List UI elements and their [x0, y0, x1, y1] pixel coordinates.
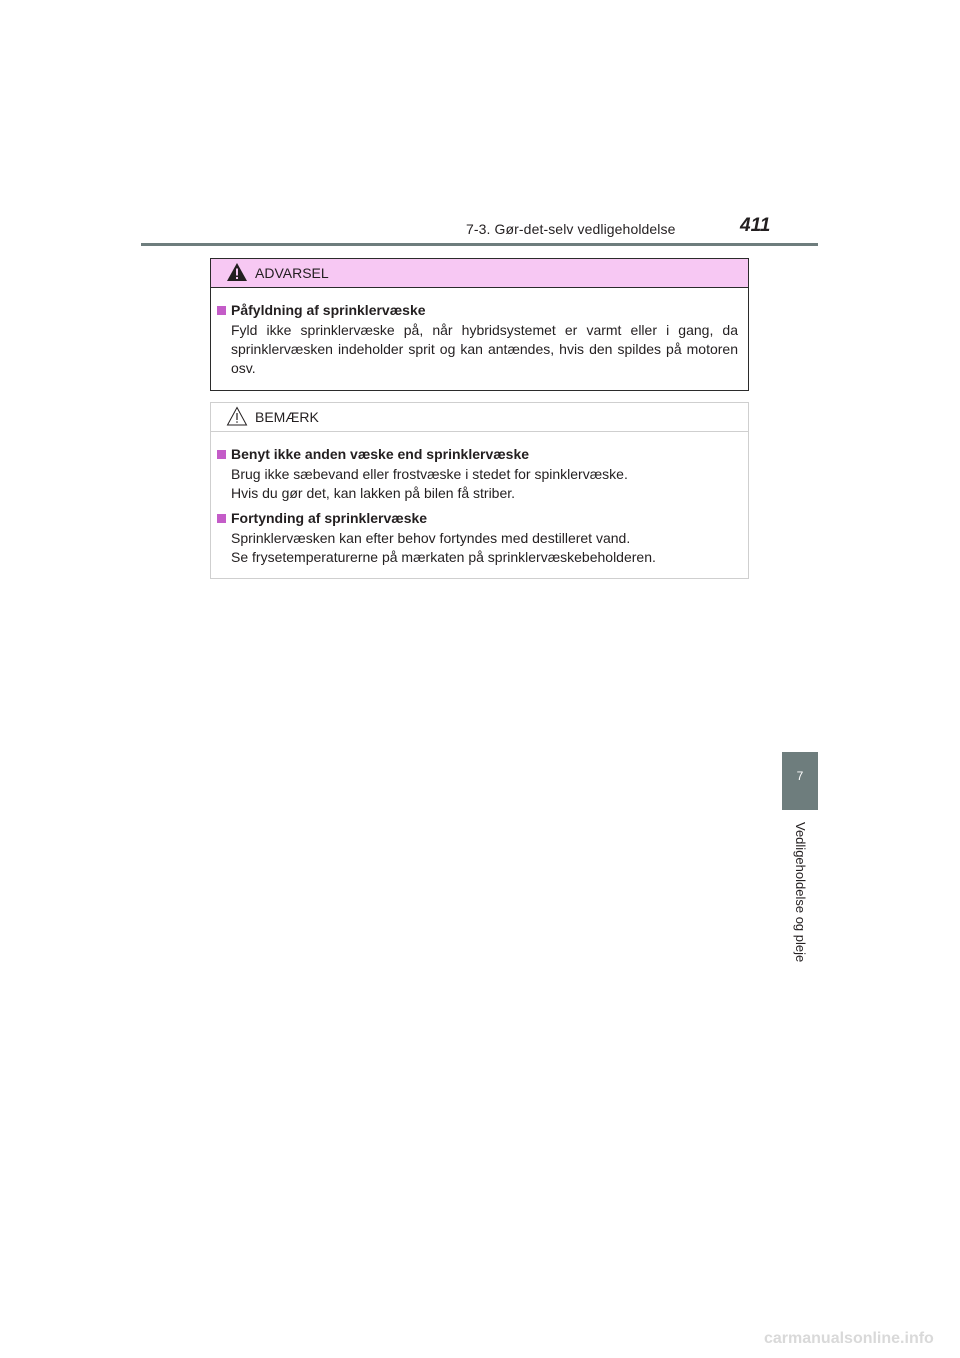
notice-box [210, 402, 749, 579]
warning-box-title: ADVARSEL [255, 265, 329, 281]
warning-box [210, 258, 749, 391]
notice-box-title: BEMÆRK [255, 409, 319, 425]
page-number: 411 [740, 215, 771, 236]
bullet-square-icon [217, 450, 226, 459]
notice-box-header [211, 403, 748, 432]
warning-item-heading: Påfyldning af sprinklervæske [231, 302, 426, 318]
warning-triangle-filled-icon [226, 262, 248, 282]
chapter-title-vertical [778, 822, 822, 982]
notice-item-text-line: Se frysetemperaturerne på mærkaten på sprinklervæskebeholderen. [231, 549, 656, 565]
watermark: carmanualsonline.info [764, 1330, 934, 1347]
notice-item-text-line: Brug ikke sæbevand eller frostvæske i stedet for spinklervæske. [231, 466, 628, 482]
bullet-square-icon [217, 514, 226, 523]
notice-item-heading: Fortynding af sprinklervæske [231, 510, 428, 526]
bullet-square-icon [217, 306, 226, 315]
chapter-title: Vedligeholdelse og pleje [793, 822, 808, 963]
header-rule [141, 243, 818, 246]
notice-triangle-outline-icon [226, 406, 248, 426]
notice-item-text-line: Sprinklervæsken kan efter behov fortyndes med destilleret vand. [231, 530, 631, 546]
warning-item [217, 301, 738, 378]
notice-item [217, 445, 738, 503]
notice-item-text-line: Hvis du gør det, kan lakken på bilen få striber. [231, 485, 516, 501]
warning-item-text: Fyld ikke sprinklervæske på, når hybridsystemet er varmt eller i gang, da sprinklervæsken indeholder sprit og kan antændes, hvis den spildes på motoren osv. [231, 322, 738, 376]
warning-box-header [211, 259, 748, 288]
page-header-section: 7-3. Gør-det-selv vedligeholdelse [466, 221, 676, 237]
notice-item [217, 509, 738, 567]
chapter-tab[interactable]: 7 [782, 752, 818, 810]
notice-item-heading: Benyt ikke anden væske end sprinklervæske [231, 446, 530, 462]
